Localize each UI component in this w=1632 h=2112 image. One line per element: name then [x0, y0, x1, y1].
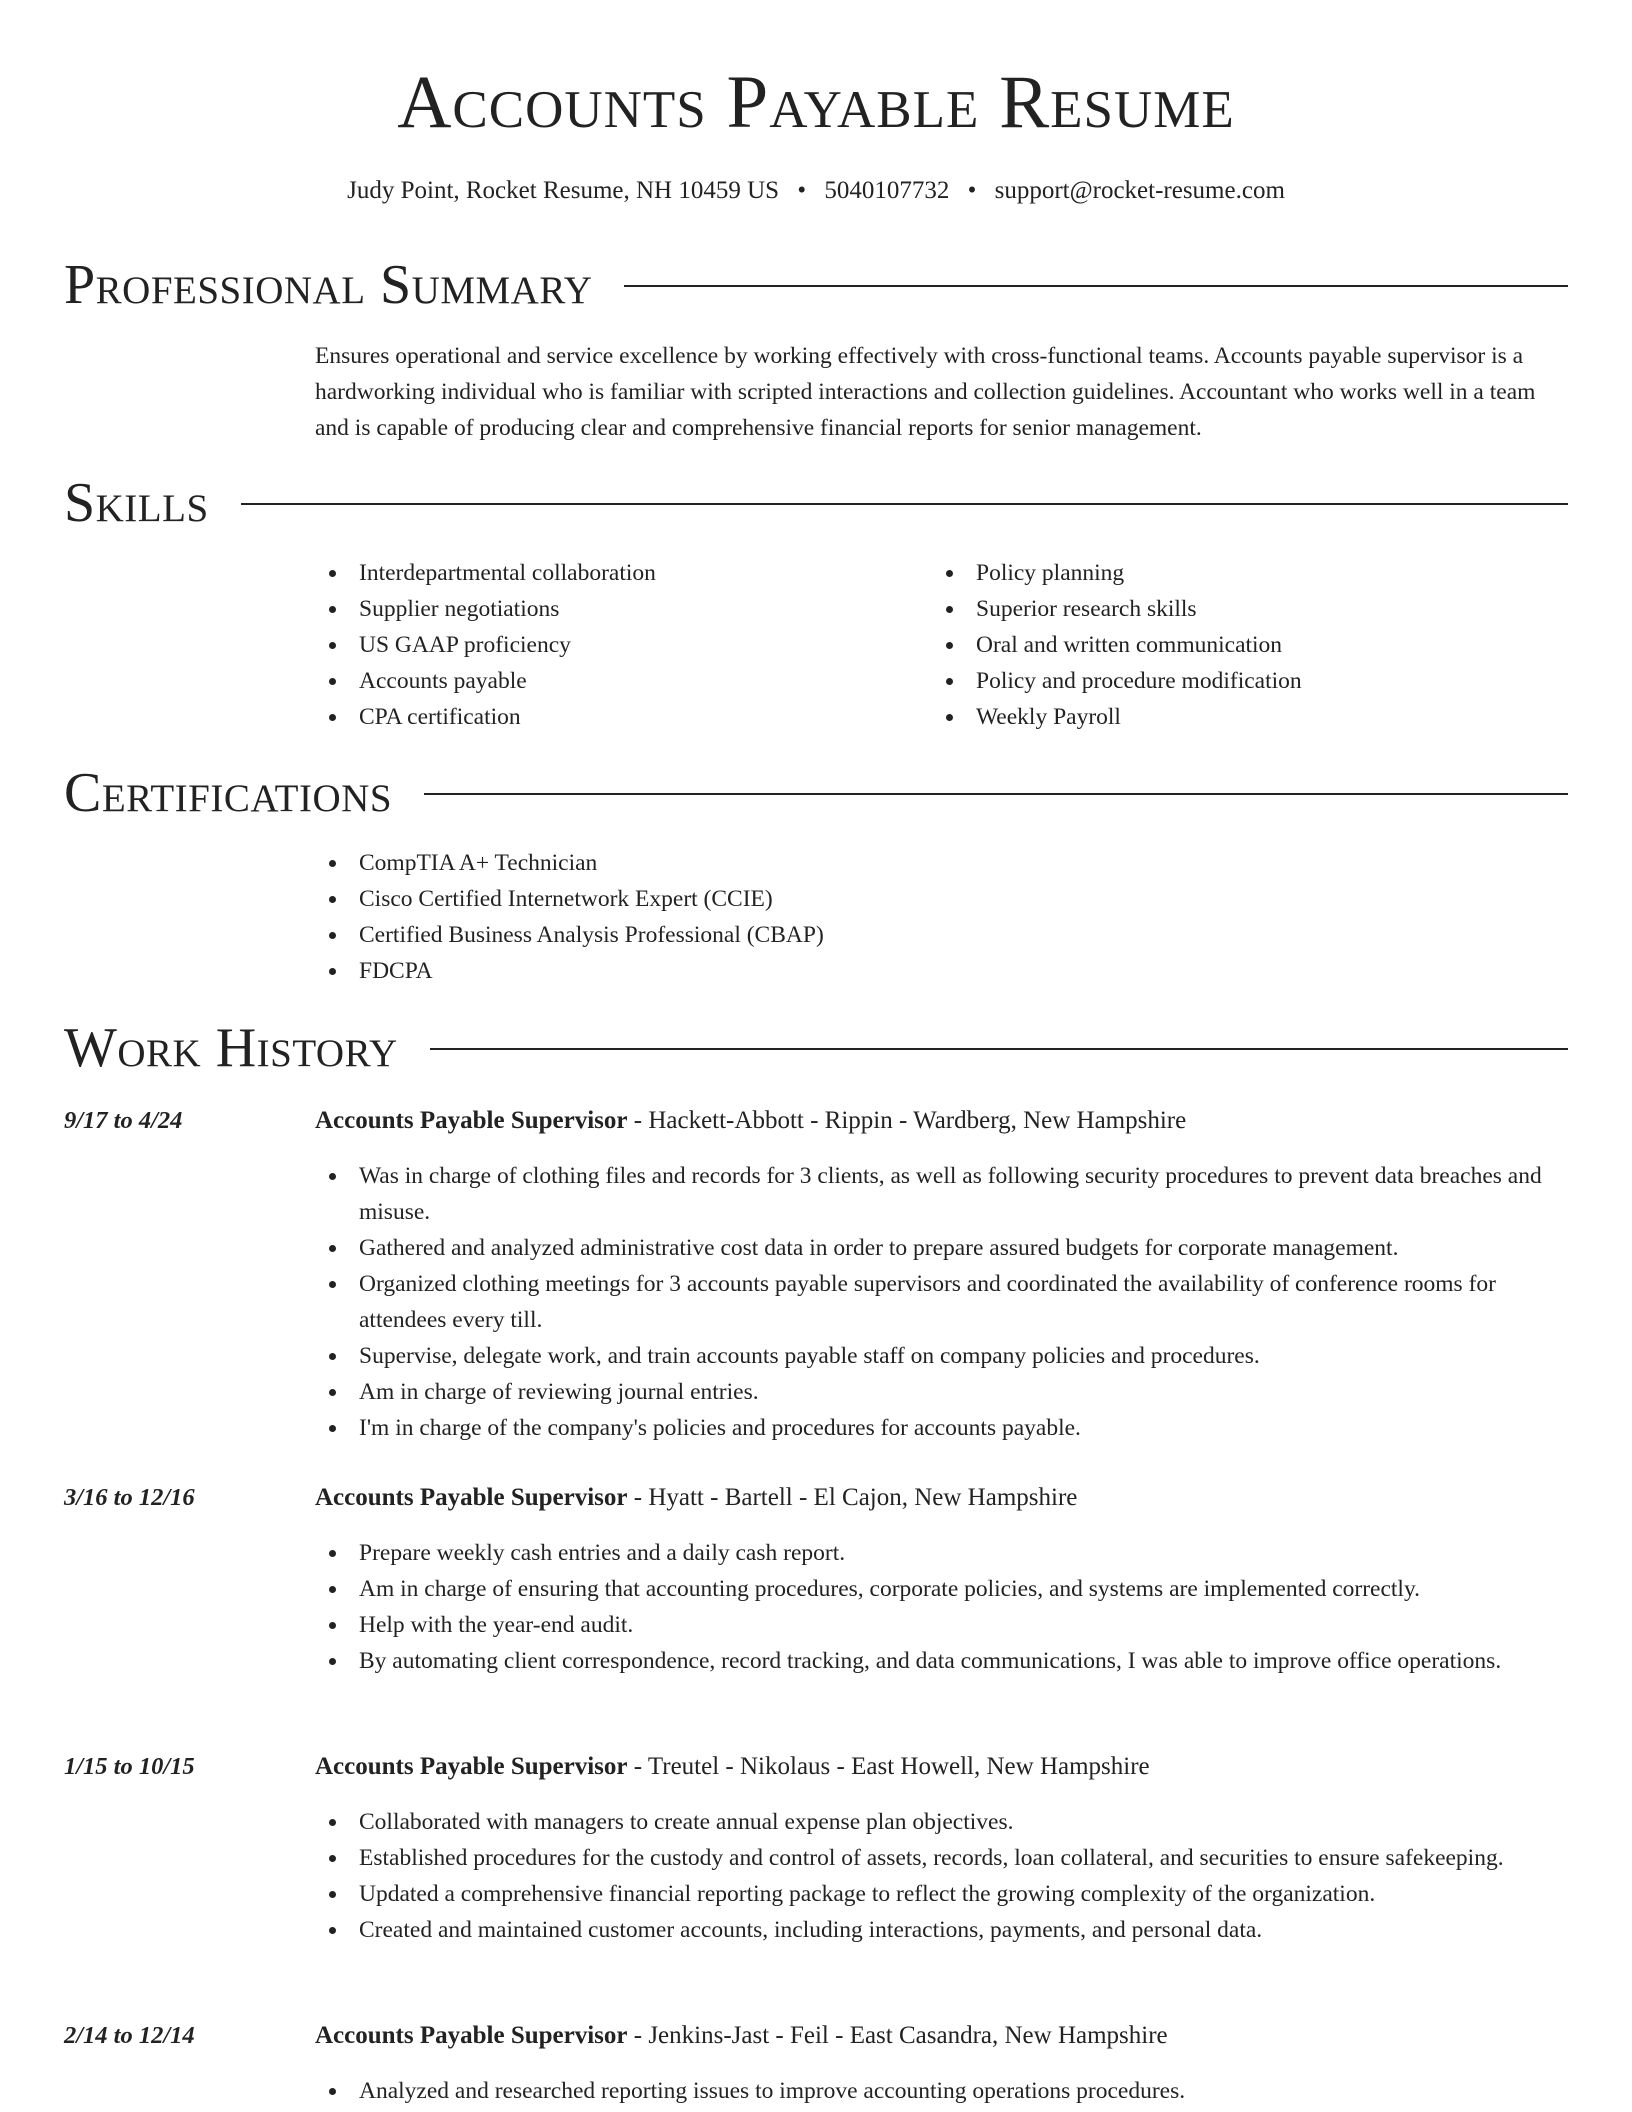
- certifications-section-header: [64, 760, 1568, 826]
- skill-item: Policy planning: [932, 555, 1572, 591]
- section-divider: [624, 285, 1568, 287]
- skills-section-header: [64, 470, 1568, 536]
- job-bullet: Updated a comprehensive financial reporting package to reflect the growing complexity of the organization.: [315, 1876, 1574, 1912]
- summary-heading: Professional Summary: [64, 254, 593, 316]
- skills-heading: Skills: [64, 472, 209, 534]
- job-role: Accounts Payable Supervisor: [315, 1484, 628, 1511]
- skill-item: Policy and procedure modification: [932, 663, 1572, 699]
- job-role: Accounts Payable Supervisor: [315, 1753, 628, 1780]
- contact-phone: 5040107732: [824, 177, 950, 204]
- job-role: Accounts Payable Supervisor: [315, 2022, 628, 2049]
- job-bullet: Was in charge of clothing files and records for 3 clients, as well as following security procedures to prevent data breaches and misuse.: [315, 1158, 1574, 1230]
- job-bullet: Analyzed and researched reporting issues to improve accounting operations procedures.: [315, 2073, 1574, 2109]
- job-bullet: Created and maintained customer accounts, including interactions, payments, and personal data.: [315, 1912, 1574, 1948]
- job-bullet: By automating client correspondence, record tracking, and data communications, I was able to improve office operations.: [315, 1643, 1574, 1679]
- job-dates: 1/15 to 10/15: [64, 1753, 195, 1780]
- job-bullet: Am in charge of reviewing journal entries.: [315, 1374, 1574, 1410]
- job-bullets: [315, 1535, 1574, 1679]
- job-dates: 9/17 to 4/24: [64, 1107, 183, 1134]
- job-bullets: [315, 1804, 1574, 1948]
- certification-item: Certified Business Analysis Professional (CBAP): [315, 917, 1515, 953]
- certifications-heading: Certifications: [64, 762, 393, 824]
- skill-item: Weekly Payroll: [932, 699, 1572, 735]
- job-bullet: I'm in charge of the company's policies and procedures for accounts payable.: [315, 1410, 1574, 1446]
- work-history-section-header: [64, 1015, 1568, 1081]
- skill-item: Interdepartmental collaboration: [315, 555, 915, 591]
- job-bullet: Gathered and analyzed administrative cost data in order to prepare assured budgets for corporate management.: [315, 1230, 1574, 1266]
- section-divider: [430, 1048, 1568, 1050]
- contact-address: Judy Point, Rocket Resume, NH 10459 US: [347, 177, 780, 204]
- job-company: - Hyatt - Bartell - El Cajon, New Hampshire: [627, 1484, 1078, 1511]
- work-history-heading: Work History: [64, 1017, 398, 1079]
- job-title-line: [315, 1750, 1150, 1784]
- contact-separator: •: [797, 177, 807, 204]
- skill-item: CPA certification: [315, 699, 915, 735]
- section-divider: [424, 793, 1568, 795]
- skill-item: Oral and written communication: [932, 627, 1572, 663]
- resume-title: Accounts Payable Resume: [397, 61, 1235, 144]
- section-divider: [241, 503, 1568, 505]
- contact-line: [0, 174, 1632, 208]
- job-bullet: Help with the year-end audit.: [315, 1607, 1574, 1643]
- summary-text: Ensures operational and service excellence by working effectively with cross-functional teams. Accounts payable supervisor is a hardworking individual who is familiar with scripted interactions and collection guidelines. Accountant who works well in a team and is capable of producing clear and comprehensive financial reports for senior management.: [315, 343, 1536, 441]
- job-company: - Hackett-Abbott - Rippin - Wardberg, New Hampshire: [627, 1107, 1187, 1134]
- job-bullet: Am in charge of ensuring that accounting procedures, corporate policies, and systems are implemented correctly.: [315, 1571, 1574, 1607]
- job-bullet: Supervise, delegate work, and train accounts payable staff on company policies and procedures.: [315, 1338, 1574, 1374]
- job-bullet: Collaborated with managers to create annual expense plan objectives.: [315, 1804, 1574, 1840]
- job-title-line: [315, 1104, 1186, 1138]
- skill-item: Supplier negotiations: [315, 591, 915, 627]
- job-title-line: [315, 2019, 1168, 2053]
- skill-item: US GAAP proficiency: [315, 627, 915, 663]
- job-dates: 3/16 to 12/16: [64, 1484, 195, 1511]
- job-dates: 2/14 to 12/14: [64, 2022, 195, 2049]
- certification-item: FDCPA: [315, 953, 1515, 989]
- certifications-list: [315, 845, 1515, 989]
- job-bullets: [315, 1158, 1574, 1446]
- contact-email: support@rocket-resume.com: [994, 177, 1285, 204]
- skill-item: Accounts payable: [315, 663, 915, 699]
- contact-separator: •: [967, 177, 977, 204]
- skill-item: Superior research skills: [932, 591, 1572, 627]
- job-company: - Treutel - Nikolaus - East Howell, New Hampshire: [627, 1753, 1150, 1780]
- certification-item: CompTIA A+ Technician: [315, 845, 1515, 881]
- job-bullet: Established procedures for the custody and control of assets, records, loan collateral, and securities to ensure safekeeping.: [315, 1840, 1574, 1876]
- job-bullet: Prepare weekly cash entries and a daily cash report.: [315, 1535, 1574, 1571]
- job-bullets: [315, 2073, 1574, 2109]
- skills-list-right: [932, 555, 1572, 735]
- job-role: Accounts Payable Supervisor: [315, 1107, 628, 1134]
- job-bullet: Organized clothing meetings for 3 accounts payable supervisors and coordinated the availability of conference rooms for attendees every till.: [315, 1266, 1574, 1338]
- job-title-line: [315, 1481, 1077, 1515]
- summary-section-header: [64, 252, 1568, 318]
- skills-list-left: [315, 555, 915, 735]
- certification-item: Cisco Certified Internetwork Expert (CCIE): [315, 881, 1515, 917]
- job-company: - Jenkins-Jast - Feil - East Casandra, New Hampshire: [627, 2022, 1168, 2049]
